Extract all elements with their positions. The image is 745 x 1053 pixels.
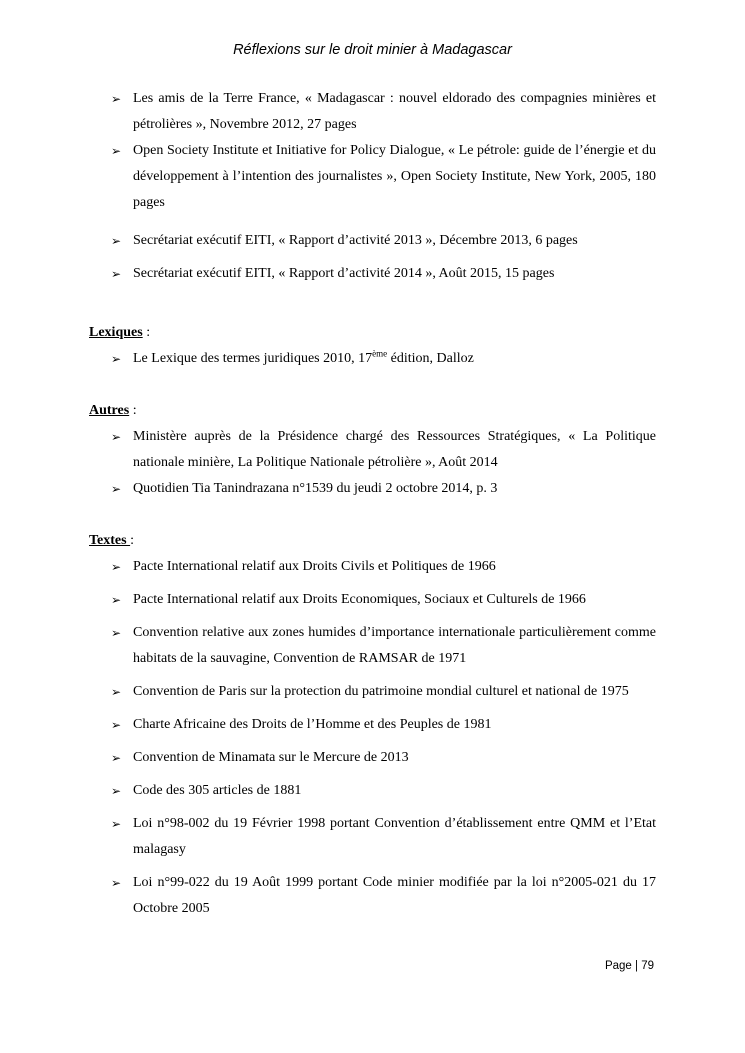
list-item-text: Open Society Institute et Initiative for Policy Dialogue, « Le pétrole: guide de l’énergie et du développement à l’intention des journalistes », Open Society Institute, New York, 2005, 180 pages: [133, 143, 656, 210]
bullet-arrow-icon: ➢: [111, 92, 122, 106]
list-item: [89, 228, 656, 254]
bullet-arrow-icon: ➢: [111, 267, 122, 281]
bullet-arrow-icon: ➢: [111, 144, 122, 158]
bibliography-content: [89, 86, 656, 922]
list-item-text: Convention relative aux zones humides d’importance internationale particulièrement comme habitats de la sauvagine, Convention de RAMSAR de 1971: [133, 625, 656, 666]
list-item: [89, 424, 656, 476]
list-item: [89, 870, 656, 922]
list-item: [89, 261, 656, 287]
bullet-arrow-icon: ➢: [111, 482, 122, 496]
list-item-text: Secrétariat exécutif EITI, « Rapport d’activité 2013 », Décembre 2013, 6 pages: [133, 233, 578, 248]
list-item-text: Pacte International relatif aux Droits Civils et Politiques de 1966: [133, 559, 496, 574]
list-item: [89, 620, 656, 672]
bullet-arrow-icon: ➢: [111, 430, 122, 444]
list-item-text: Ministère auprès de la Présidence chargé des Ressources Stratégiques, « La Politique nationale minière, La Politique Nationale pétrolière », Août 2014: [133, 429, 656, 470]
list-item-text: Secrétariat exécutif EITI, « Rapport d’activité 2014 », Août 2015, 15 pages: [133, 266, 555, 281]
list-item-text: Loi n°99-022 du 19 Août 1999 portant Code minier modifiée par la loi n°2005-021 du 17 Octobre 2005: [133, 875, 656, 916]
list-item: [89, 554, 656, 580]
list-item: [89, 587, 656, 613]
list-item: [89, 346, 656, 372]
superscript: ème: [372, 348, 388, 359]
list-item-text: Pacte International relatif aux Droits Economiques, Sociaux et Culturels de 1966: [133, 592, 586, 607]
bullet-arrow-icon: ➢: [111, 560, 122, 574]
bullet-arrow-icon: ➢: [111, 234, 122, 248]
list-item: [89, 778, 656, 804]
section-heading-colon: :: [129, 403, 137, 418]
section-heading-autres: [89, 398, 656, 424]
section-heading-label: Autres: [89, 403, 130, 418]
list-item: [89, 86, 656, 138]
list-item-text: Les amis de la Terre France, « Madagascar : nouvel eldorado des compagnies minières et pétrolières », Novembre 2012, 27 pages: [133, 91, 656, 132]
list-item-text: Code des 305 articles de 1881: [133, 783, 302, 798]
list-item-text-end: édition, Dalloz: [387, 351, 474, 366]
bullet-arrow-icon: ➢: [111, 685, 122, 699]
list-item-text: Convention de Minamata sur le Mercure de 2013: [133, 750, 409, 765]
list-item: [89, 138, 656, 216]
list-item-text: Convention de Paris sur la protection du patrimoine mondial culturel et national de 1975: [133, 684, 629, 699]
bullet-arrow-icon: ➢: [111, 784, 122, 798]
list-item: [89, 745, 656, 771]
bullet-arrow-icon: ➢: [111, 593, 122, 607]
page-number: Page | 79: [604, 960, 654, 972]
bullet-arrow-icon: ➢: [111, 876, 122, 890]
list-item: [89, 476, 656, 502]
bullet-arrow-icon: ➢: [111, 718, 122, 732]
section-heading-lexiques: [89, 320, 656, 346]
section-heading-colon: :: [142, 325, 151, 340]
list-item-text: Loi n°98-002 du 19 Février 1998 portant Convention d’établissement entre QMM et l’Etat malagasy: [133, 816, 656, 857]
list-item: [89, 679, 656, 705]
running-header: Réflexions sur le droit minier à Madagascar: [233, 42, 512, 58]
bullet-arrow-icon: ➢: [111, 817, 122, 831]
list-item: [89, 712, 656, 738]
bullet-arrow-icon: ➢: [111, 751, 122, 765]
list-item-text-start: Le Lexique des termes juridiques 2010, 17: [133, 351, 373, 366]
list-item-text: Charte Africaine des Droits de l’Homme et des Peuples de 1981: [133, 717, 492, 732]
section-heading-colon: :: [130, 533, 134, 548]
bullet-arrow-icon: ➢: [111, 352, 122, 366]
section-heading-label: Lexiques: [89, 325, 143, 340]
bullet-arrow-icon: ➢: [111, 626, 122, 640]
section-heading-label: Textes: [89, 533, 131, 548]
list-item: [89, 811, 656, 863]
list-item-text: Quotidien Tia Tanindrazana n°1539 du jeudi 2 octobre 2014, p. 3: [133, 481, 498, 496]
section-heading-textes: [89, 528, 656, 554]
